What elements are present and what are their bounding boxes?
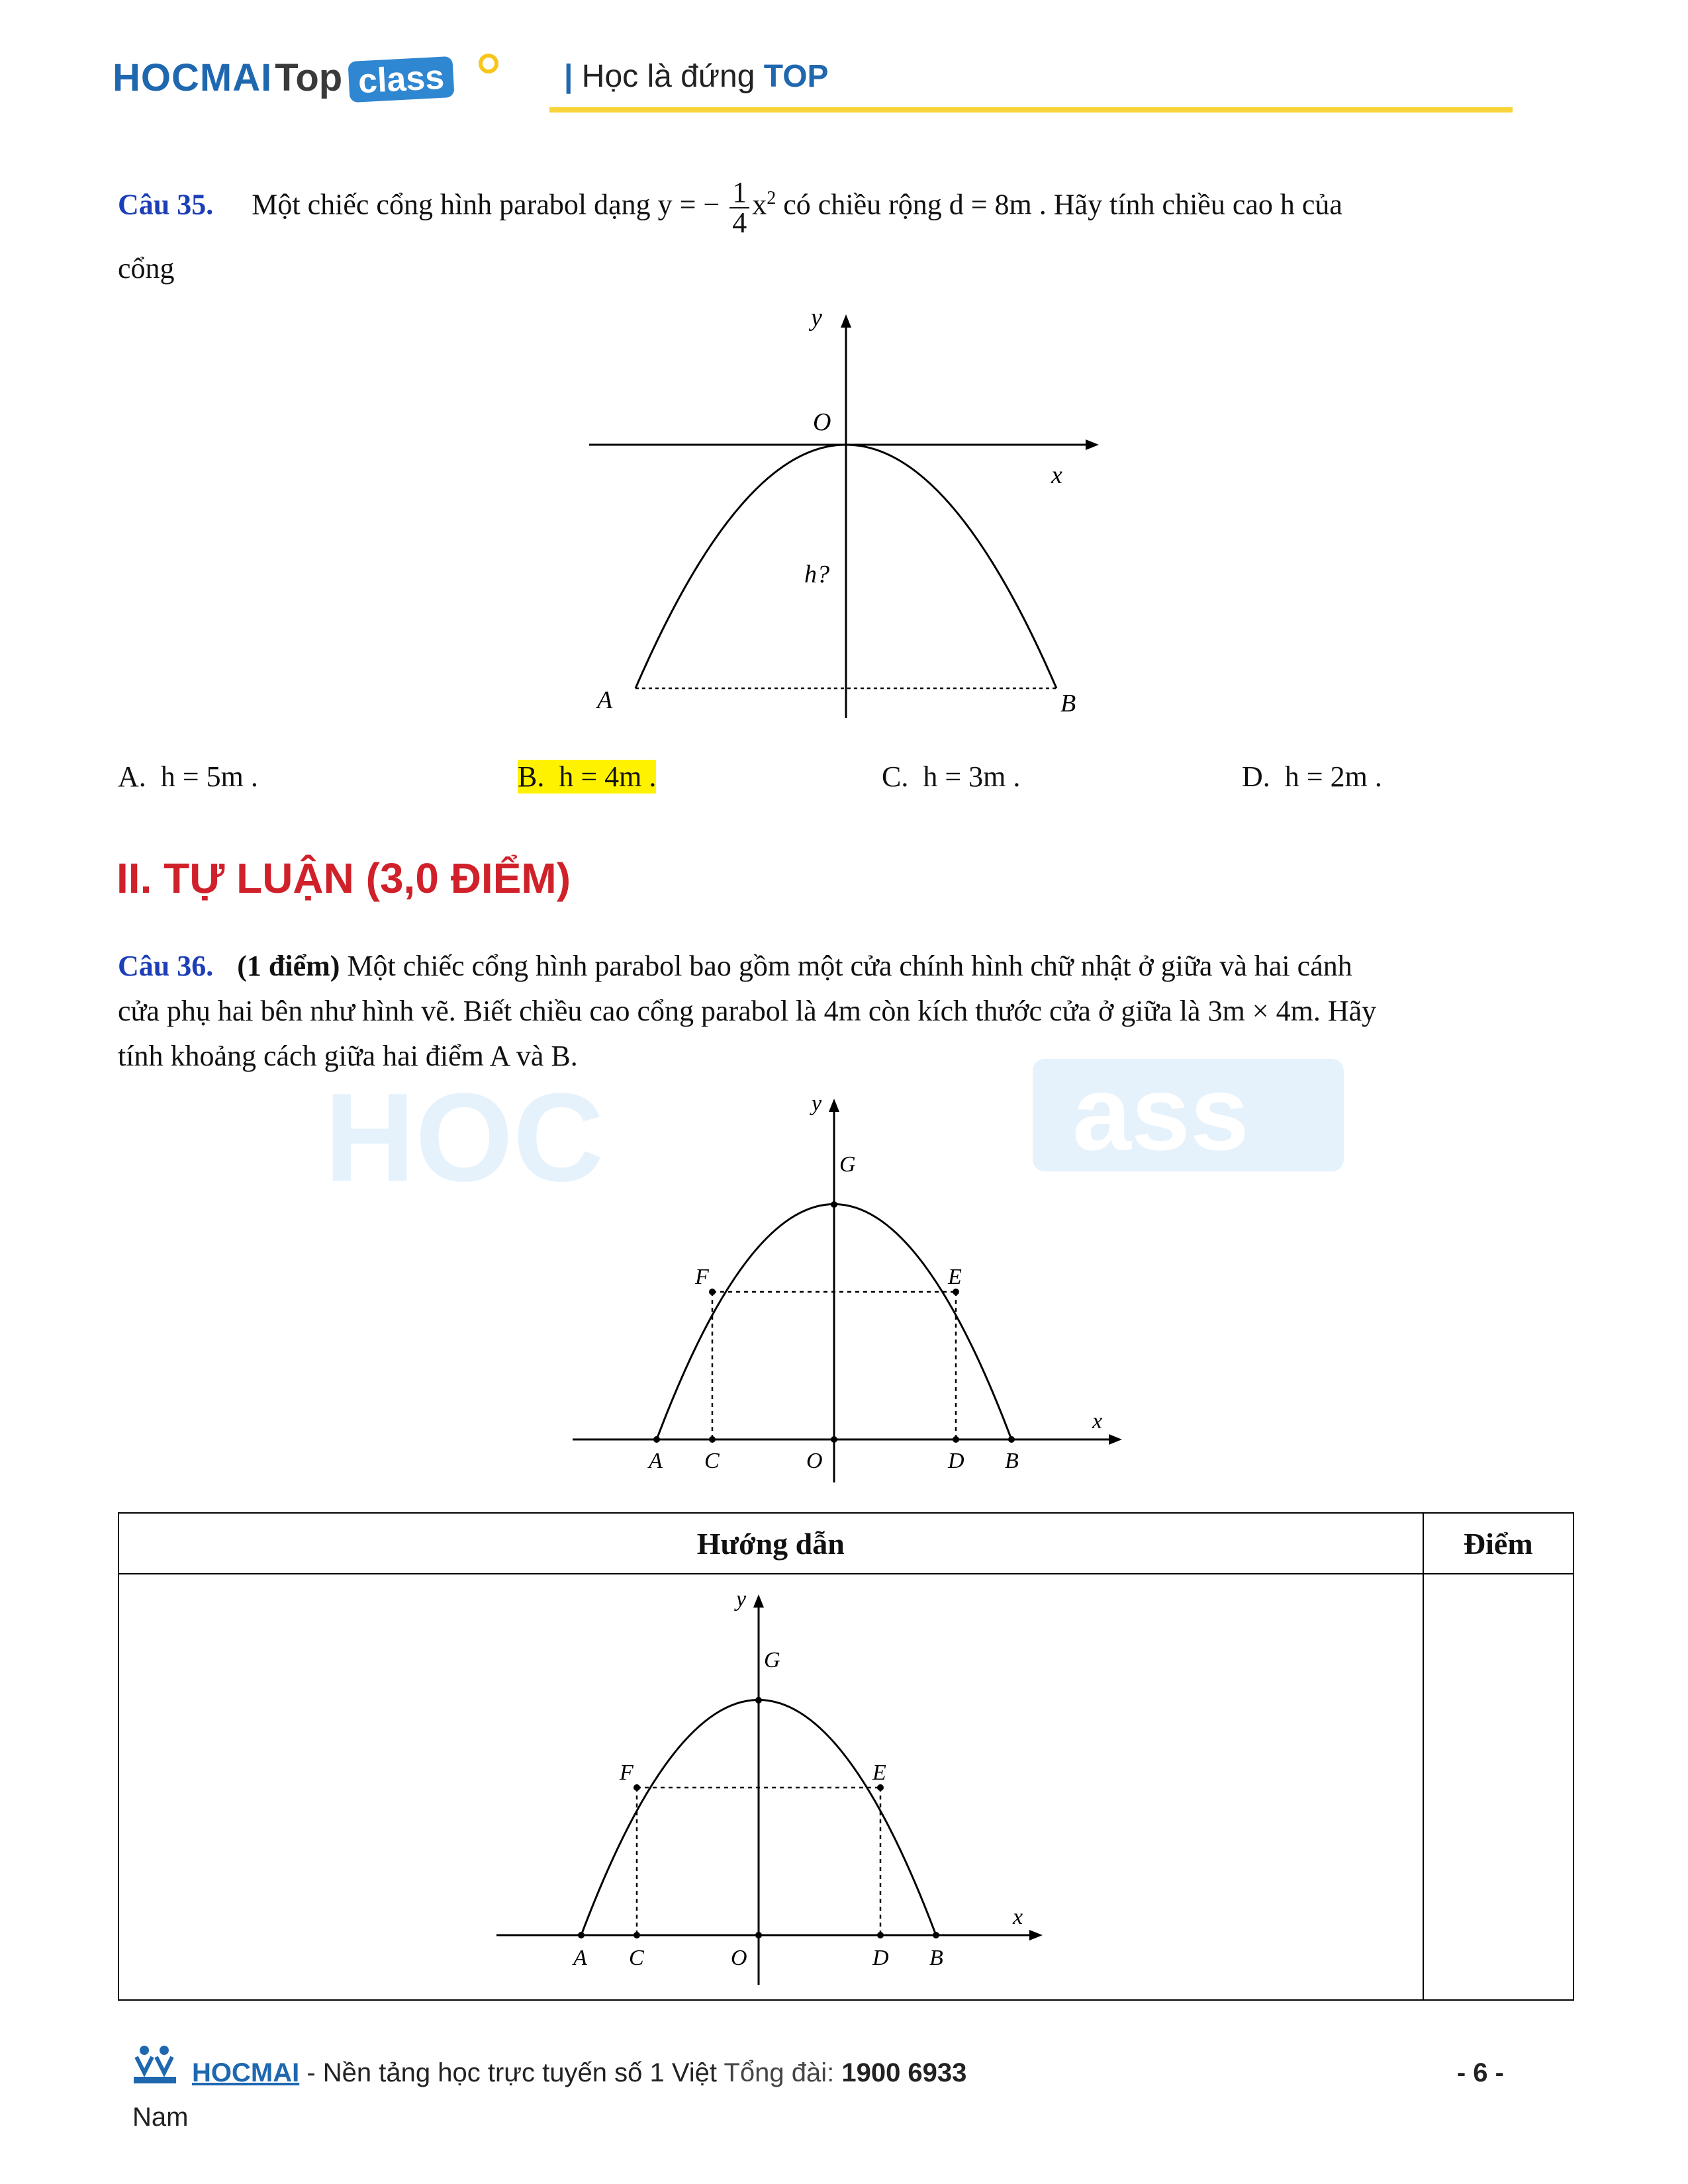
sol-point-g — [755, 1697, 762, 1704]
sol-label-a: A — [573, 1946, 587, 1970]
q35-answer-d[interactable] — [1242, 760, 1382, 794]
q35-answer-a-key: A. — [118, 760, 146, 793]
q35-text-after: có chiều rộng d = 8m . Hãy tính chiều cao h của — [783, 188, 1342, 221]
q36-label-b: B — [1005, 1449, 1019, 1473]
q35-answer-b[interactable] — [518, 760, 656, 794]
sol-label-o: O — [731, 1946, 747, 1970]
q36-text — [118, 944, 1601, 1079]
q35-figure — [569, 298, 1125, 728]
q35-answer-b-key: B. — [518, 760, 545, 793]
q36-label-f: F — [695, 1265, 709, 1289]
col-huong-dan: Hướng dẫn — [118, 1513, 1423, 1574]
sol-point-c — [633, 1932, 640, 1938]
q36-line1 — [118, 944, 1601, 989]
q36-label: Câu 36. — [118, 950, 214, 982]
q35-answer-c-key: C. — [882, 760, 909, 793]
q36-point-e — [953, 1289, 959, 1295]
sun-icon — [475, 50, 502, 77]
sol-point-b — [933, 1932, 939, 1938]
q35-label-a: A — [597, 686, 613, 714]
col-diem: Điểm — [1423, 1513, 1573, 1574]
q36-label-d: D — [948, 1449, 964, 1473]
solution-figure — [490, 1581, 1059, 1991]
sol-label-d: D — [872, 1946, 889, 1970]
q35-answer-d-value: h = 2m . — [1284, 760, 1382, 793]
q35-label-x: x — [1051, 461, 1062, 489]
q36-point-a — [653, 1436, 660, 1443]
q36-line1-text: Một chiếc cổng hình parabol bao gồm một cửa chính hình chữ nhật ở giữa và hai cánh — [340, 950, 1352, 982]
hocmai-topclass-logo — [113, 56, 453, 115]
q35-line2: cổng — [118, 252, 175, 285]
footer-hotline: 1900 6933 — [841, 2058, 967, 2087]
q35-label-o: O — [813, 408, 831, 436]
logo-hocmai: HOCMAI — [113, 56, 273, 99]
q36-point-c — [709, 1436, 716, 1443]
page-number: - 6 - — [1456, 2058, 1504, 2087]
section-title: II. TỰ LUẬN (3,0 ĐIỂM) — [117, 854, 571, 902]
q35-answer-a[interactable] — [118, 760, 258, 794]
footer — [132, 2058, 1523, 2132]
sol-label-x: x — [1013, 1905, 1023, 1929]
header-divider — [549, 107, 1513, 113]
sol-label-b: B — [929, 1946, 943, 1970]
solution-table-row — [118, 1574, 1573, 2000]
q35-text-before: Một chiếc cổng hình parabol dạng — [252, 188, 658, 221]
q36-line3: tính khoảng cách giữa hai điểm A và B. — [118, 1040, 578, 1072]
q35-frac-num: 1 — [729, 178, 749, 208]
logo-class: class — [348, 56, 455, 103]
solution-table — [118, 1512, 1574, 2001]
q36-point-o — [831, 1436, 837, 1443]
sol-label-c: C — [629, 1946, 644, 1970]
q36-points: (1 điểm) — [237, 950, 340, 982]
tagline — [564, 58, 829, 95]
solution-table-header — [118, 1513, 1573, 1574]
q36-label-c: C — [704, 1449, 720, 1473]
q35-label-b: B — [1060, 690, 1076, 717]
q35-answer-d-key: D. — [1242, 760, 1270, 793]
q36-point-g — [831, 1201, 837, 1208]
q36-point-f — [709, 1289, 716, 1295]
q36-label-g: G — [839, 1152, 856, 1177]
q36-label-e: E — [948, 1265, 962, 1289]
watermark-class-text: ass — [1072, 1054, 1249, 1172]
q36-line2: cửa phụ hai bên như hình vẽ. Biết chiều cao cổng parabol là 4m còn kích thước cửa ở giữa là 3m × 4m. Hãy — [118, 995, 1377, 1027]
sol-label-e: E — [872, 1760, 886, 1785]
tagline-text: Học là đứng — [581, 59, 764, 94]
footer-brand-link[interactable]: HOCMAI — [192, 2058, 300, 2087]
tagline-top: TOP — [763, 59, 829, 94]
q36-point-b — [1008, 1436, 1015, 1443]
q35-eq-var: x — [752, 188, 767, 221]
score-cell — [1423, 1574, 1573, 2000]
sol-point-e — [877, 1784, 884, 1791]
q35-line1 — [118, 176, 1574, 238]
q36-point-d — [953, 1436, 959, 1443]
footer-text: - Nền tảng học trực tuyến số 1 Việt — [299, 2058, 724, 2087]
q36-label-a: A — [649, 1449, 663, 1473]
sol-x-arrow-icon — [1029, 1930, 1043, 1940]
q35-y-arrow-icon — [841, 314, 851, 328]
sol-label-y: y — [736, 1587, 747, 1612]
q35-answer-c[interactable] — [882, 760, 1020, 794]
q35-answer-c-value: h = 3m . — [923, 760, 1021, 793]
logo-top: Top — [275, 56, 343, 99]
sol-point-a — [578, 1932, 585, 1938]
watermark-text: HOC — [324, 1068, 604, 1208]
q35-x-arrow-icon — [1086, 439, 1099, 450]
q35-eq-exp: 2 — [767, 188, 776, 208]
sol-point-f — [633, 1784, 640, 1791]
tagline-bar: | — [564, 59, 573, 94]
q36-y-arrow-icon — [829, 1099, 839, 1112]
q35-eq-lhs: y = − — [657, 188, 720, 221]
sol-point-o — [755, 1932, 762, 1938]
footer-hotline-label: Tổng đài: — [724, 2058, 842, 2087]
q35-label-h: h? — [804, 561, 829, 588]
q36-label-x: x — [1092, 1409, 1103, 1433]
q35-label-y: y — [811, 304, 822, 332]
q35-answer-a-value: h = 5m . — [160, 760, 258, 793]
q36-label-y: y — [812, 1091, 822, 1116]
q36-x-arrow-icon — [1109, 1434, 1122, 1445]
q36-figure — [563, 1085, 1145, 1496]
sol-label-g: G — [764, 1648, 780, 1672]
footer-wrap-text: Nam — [132, 2103, 189, 2132]
q35-answer-b-value: h = 4m . — [559, 760, 657, 793]
sol-label-f: F — [620, 1760, 633, 1785]
sol-point-d — [877, 1932, 884, 1938]
sol-y-arrow-icon — [753, 1594, 764, 1608]
q35-fraction — [729, 175, 749, 239]
q35-frac-den: 4 — [732, 206, 747, 239]
q36-label-o: O — [806, 1449, 823, 1473]
q35-label: Câu 35. — [118, 188, 214, 221]
solution-cell — [118, 1574, 1423, 2000]
